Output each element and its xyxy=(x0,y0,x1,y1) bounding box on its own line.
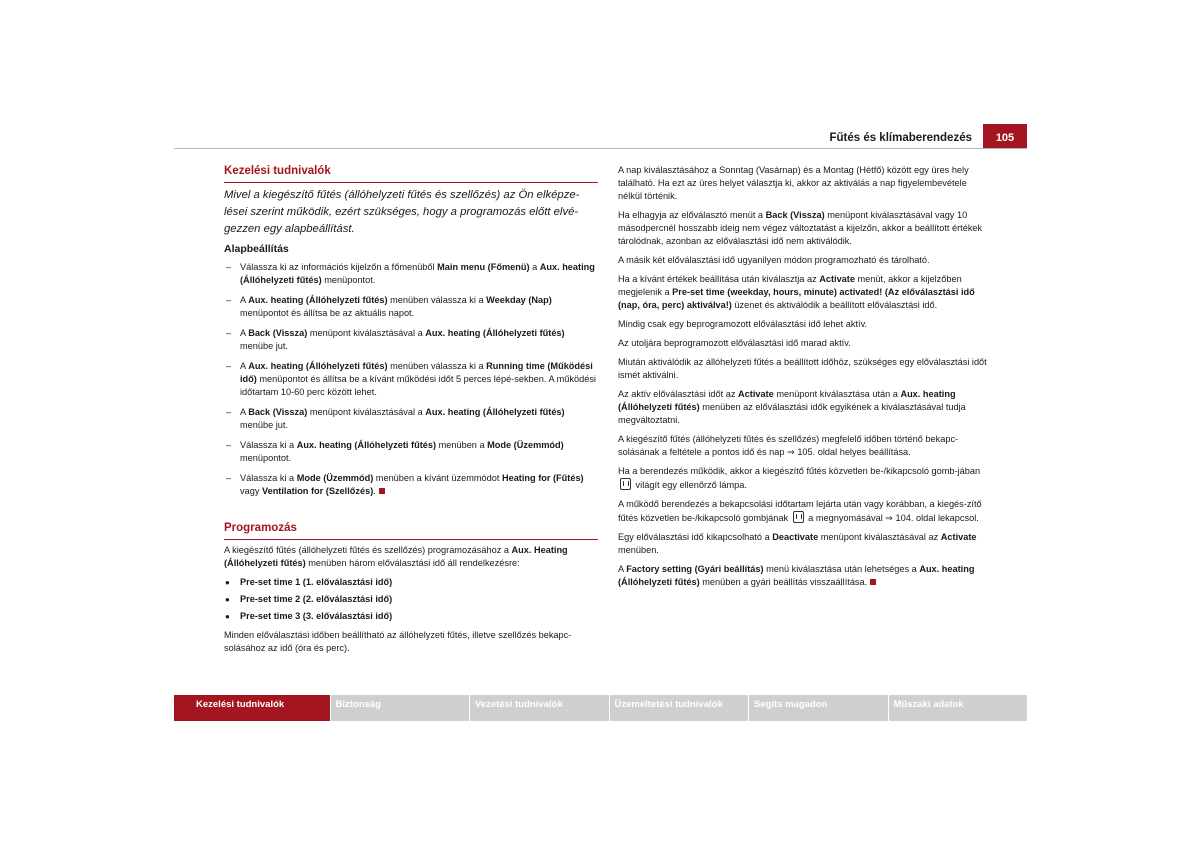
tab-biztonsag[interactable]: Biztonság xyxy=(331,695,470,721)
paragraph-12-text: menüben. xyxy=(618,545,659,555)
paragraph-10-text: világít egy ellenőrző lámpa. xyxy=(633,480,747,490)
bullet-preset-3: ● Pre-set time 3 (3. előválasztási idő) xyxy=(224,610,598,623)
programming-intro-term: Aux. Heating (Állóhelyzeti fűtés) xyxy=(224,545,568,568)
paragraph-2 xyxy=(618,209,990,248)
step-3-text: A xyxy=(240,328,249,338)
paragraph-4 xyxy=(618,273,990,312)
paragraph-4-term: Pre-set time (weekday, hours, minute) activated! (Az előválasztási idő (nap, óra, perc) aktiválva!) xyxy=(618,287,975,310)
paragraph-2-text: menüpont kiválasztásával vagy 10 másodpercnél hosszabb ideig nem végez változtatást a kijelzőn, akkor a beállított értékek tárolódnak, azonban az előválasztási idő nem aktiválódik. xyxy=(618,210,983,246)
heater-button-icon xyxy=(793,511,804,523)
paragraph-13-term: Aux. heating (Állóhelyzeti fűtés) xyxy=(618,564,975,587)
step-3-text: menüpont kiválasztásával a xyxy=(307,328,426,338)
header-divider xyxy=(174,148,1027,149)
step-7-term: Mode (Üzemmód) xyxy=(296,473,374,483)
step-7-text: . xyxy=(373,486,376,496)
section-end-mark xyxy=(870,579,876,585)
paragraph-12-text: menüpont kiválasztásával az xyxy=(818,532,941,542)
programming-intro xyxy=(224,544,598,570)
paragraph-4-text: Ha a kívánt értékek beállítása után kiválasztja az xyxy=(618,274,820,284)
paragraph-13 xyxy=(618,563,990,589)
paragraph-8-text: Az aktív előválasztási időt az xyxy=(618,389,739,399)
paragraph-1: A nap kiválasztásához a Sonntag (Vasárnap) és a Montag (Hétfő) között egy üres hely található. Ha ezt az üres helyet választja ki, akkor az aktiválás a nap figyelembevétele nélkül történik. xyxy=(618,165,969,201)
paragraph-9: A kiegészítő fűtés (állóhelyzeti fűtés és szellőzés) megfelelő időben történő bekapc-solásának a feltétele a pontos idő és nap ⇒ 105. oldal helyes beállítása. xyxy=(618,434,959,457)
paragraph-11-text: A működő berendezés a bekapcsolási időtartam lejárta után vagy korábban, a kiegés-zítő fűtés közvetlen be-/kikapcsoló gombjának xyxy=(618,499,982,523)
step-7-text: vagy xyxy=(240,486,262,496)
paragraph-4-text: üzenet és aktiválódik a beállított előválasztási idő. xyxy=(731,300,938,310)
heater-button-icon xyxy=(620,478,631,490)
step-7-term: Ventilation for (Szellőzés) xyxy=(261,486,374,496)
step-6-text: menüben a xyxy=(436,440,488,450)
tab-vezetesi-tudnivalok[interactable]: Vezetési tudnivalók xyxy=(470,695,609,721)
step-1 xyxy=(224,261,598,287)
step-4-term: Aux. heating (Állóhelyzeti fűtés) xyxy=(248,361,388,371)
step-4-text: menüben válassza ki a xyxy=(387,361,487,371)
paragraph-5: Mindig csak egy beprogramozott előválasztási idő lehet aktív. xyxy=(618,319,868,329)
step-4 xyxy=(224,360,598,399)
step-6-text: Válassza ki a xyxy=(240,440,297,450)
section-title-programming: Programozás xyxy=(224,521,598,540)
intro-paragraph: Mivel a kiegészítő fűtés (állóhelyzeti fűtés és szellőzés) az Ön elképze-lései szerint működik, ezért szükséges, hogy a programozás előtt elvé-gezzen egy alapbeállítást. xyxy=(224,189,580,235)
step-6 xyxy=(224,439,598,465)
step-4-term: Running time (Működési idő) xyxy=(240,361,593,384)
paragraph-13-term: Factory setting (Gyári beállítás) xyxy=(626,564,764,574)
chapter-navigation xyxy=(174,695,1027,721)
section-gap xyxy=(224,505,598,521)
programming-intro-text: A kiegészítő fűtés (állóhelyzeti fűtés és szellőzés) programozásához a xyxy=(224,545,512,555)
step-3-term: Aux. heating (Állóhelyzeti fűtés) xyxy=(425,328,565,338)
step-3-text: menübe jut. xyxy=(240,341,289,351)
subheading-basic-setting: Alapbeállítás xyxy=(224,243,289,255)
paragraph-12-text: Egy előválasztási idő kikapcsolható a xyxy=(618,532,773,542)
paragraph-13-text: menüben a gyári beállítás visszaállítása. xyxy=(699,577,868,587)
step-5-term: Aux. heating (Állóhelyzeti fűtés) xyxy=(425,407,565,417)
step-2-term: Weekday (Nap) xyxy=(486,295,552,305)
step-3-term: Back (Vissza) xyxy=(248,328,308,338)
step-4-text: menüpontot és állítsa be a kívánt működési időt 5 perces lépé-sekben. A működési időtartam 10-60 perc között lehet. xyxy=(240,374,596,397)
section-end-mark xyxy=(379,488,385,494)
step-5 xyxy=(224,406,598,432)
paragraph-8 xyxy=(618,388,990,427)
step-3 xyxy=(224,327,598,353)
step-6-text: menüpontot. xyxy=(240,453,292,463)
programming-outro: Minden előválasztási időben beállítható az állóhelyzeti fűtés, illetve szellőzés bekapc-solásához az idő (óra és perc). xyxy=(224,630,572,653)
step-1-text: menüpontot. xyxy=(321,275,376,285)
tab-muszaki-adatok[interactable]: Műszaki adatok xyxy=(889,695,1028,721)
step-1-term: Main menu (Főmenü) xyxy=(437,262,530,272)
bullet-preset-1: ● Pre-set time 1 (1. előválasztási idő) xyxy=(224,576,598,589)
paragraph-6: Az utoljára beprogramozott előválasztási idő marad aktív. xyxy=(618,338,851,348)
step-2-text: menüpontot és állítsa be az aktuális napot. xyxy=(240,308,415,318)
step-4-text: A xyxy=(240,361,249,371)
paragraph-7: Miután aktiválódik az állóhelyzeti fűtés a beállított időhöz, szükséges egy előválasztási időt ismét aktiválni. xyxy=(618,357,987,380)
step-6-term: Aux. heating (Állóhelyzeti fűtés) xyxy=(296,440,437,450)
paragraph-10-text: Ha a berendezés működik, akkor a kiegészítő fűtés közvetlen be-/kikapcsoló gomb-jában xyxy=(618,466,981,476)
step-5-text: menübe jut. xyxy=(240,420,289,430)
step-2-text: A xyxy=(240,295,249,305)
step-7 xyxy=(224,472,598,498)
step-1-text: a xyxy=(529,262,540,272)
paragraph-10 xyxy=(618,465,990,492)
paragraph-11 xyxy=(618,498,990,525)
paragraph-8-text: menüpont kiválasztása után a xyxy=(773,389,901,399)
step-2 xyxy=(224,294,598,320)
tab-kezelesi-tudnivalok[interactable]: Kezelési tudnivalók xyxy=(174,695,330,721)
step-1-term: Aux. heating (Állóhelyzeti fűtés) xyxy=(240,262,595,285)
step-1-text: Válassza ki az információs kijelzőn a főmenüből xyxy=(240,262,438,272)
step-2-term: Aux. heating (Állóhelyzeti fűtés) xyxy=(248,295,388,305)
chapter-title: Fűtés és klímaberendezés xyxy=(829,132,972,144)
paragraph-8-text: menüben az előválasztási idők egyikének a kiválasztásával tudja megváltoztatni. xyxy=(618,402,966,425)
page-number: 105 xyxy=(983,124,1027,149)
right-column xyxy=(618,164,990,595)
paragraph-12-term: Activate xyxy=(940,532,977,542)
paragraph-11-text: a megnyomásával ⇒ 104. oldal lekapcsol. xyxy=(805,513,979,523)
paragraph-8-term: Activate xyxy=(738,389,774,399)
step-7-term: Heating for (Fűtés) xyxy=(501,473,584,483)
programming-intro-text: menüben három előválasztási idő áll rendelkezésre: xyxy=(305,558,520,568)
step-5-text: A xyxy=(240,407,249,417)
paragraph-2-term: Back (Vissza) xyxy=(765,210,825,220)
paragraph-13-text: A xyxy=(618,564,627,574)
step-2-text: menüben válassza ki a xyxy=(387,295,487,305)
step-5-term: Back (Vissza) xyxy=(248,407,308,417)
paragraph-12-term: Deactivate xyxy=(772,532,819,542)
step-6-term: Mode (Üzemmód) xyxy=(487,440,564,450)
paragraph-13-text: menü kiválasztása után lehetséges a xyxy=(763,564,920,574)
paragraph-2-text: Ha elhagyja az előválasztó menüt a xyxy=(618,210,766,220)
step-7-text: Válassza ki a xyxy=(240,473,297,483)
paragraph-3: A másik két előválasztási idő ugyanilyen módon programozható és tárolható. xyxy=(618,255,930,265)
bullet-preset-2: ● Pre-set time 2 (2. előválasztási idő) xyxy=(224,593,598,606)
tab-segits-magadon[interactable]: Segíts magadon xyxy=(749,695,888,721)
section-title-operation: Kezelési tudnivalók xyxy=(224,164,598,183)
paragraph-8-term: Aux. heating (Állóhelyzeti fűtés) xyxy=(618,389,956,412)
paragraph-4-term: Activate xyxy=(819,274,855,284)
paragraph-12 xyxy=(618,531,990,557)
paragraph-4-text: menüt, akkor a kijelzőben megjelenik a xyxy=(618,274,962,297)
tab-uzemeltetesi-tudnivalok[interactable]: Üzemeltetési tudnivalók xyxy=(610,695,749,721)
step-5-text: menüpont kiválasztásával a xyxy=(307,407,426,417)
step-7-text: menüben a kívánt üzemmódot xyxy=(373,473,502,483)
left-column xyxy=(224,164,598,661)
